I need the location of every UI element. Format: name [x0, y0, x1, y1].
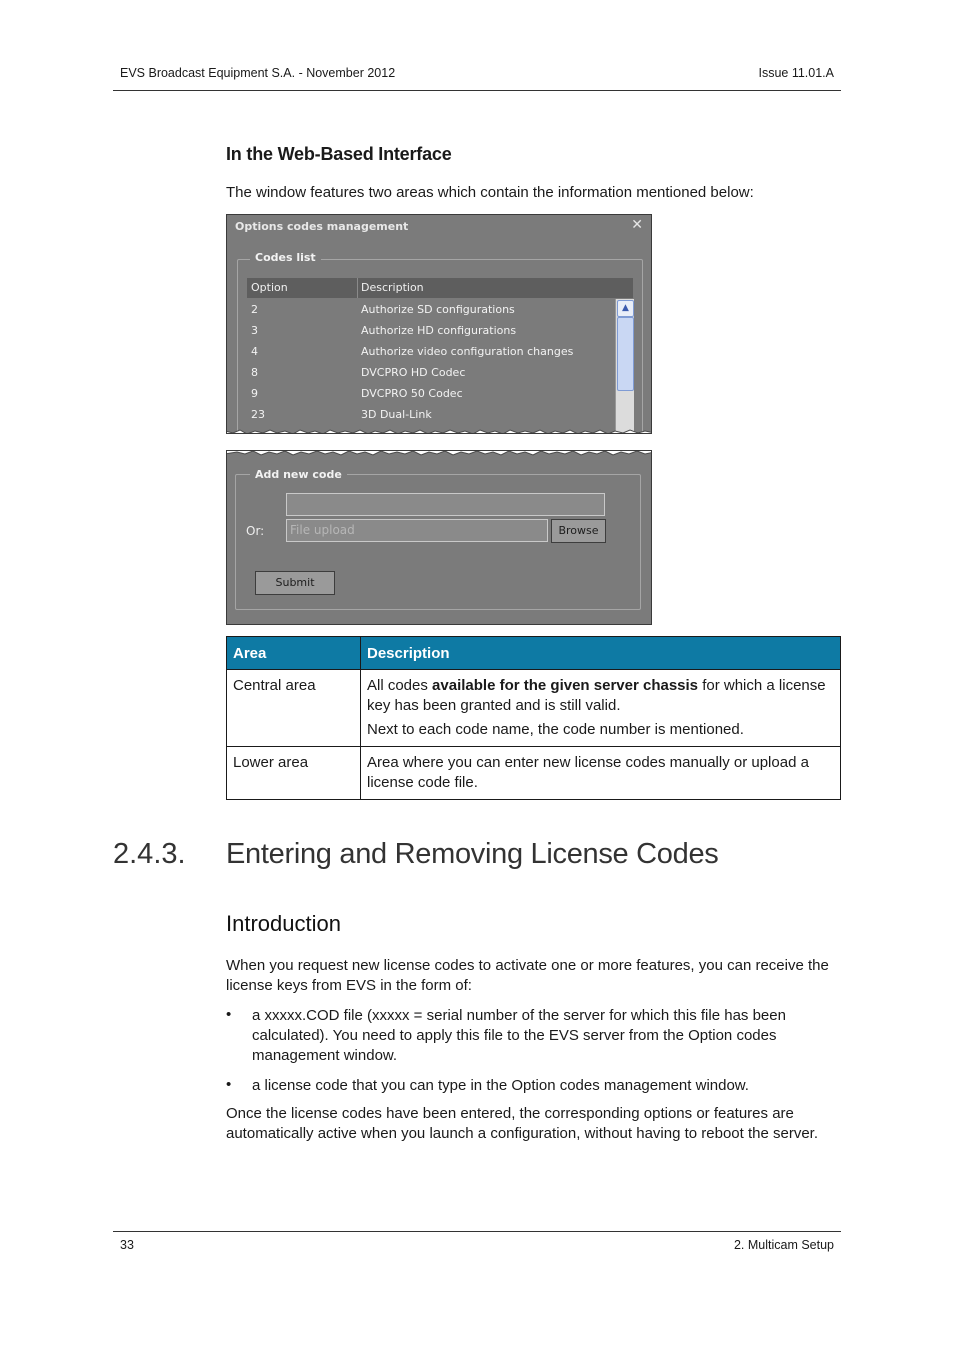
bullet-marker: •	[226, 1076, 232, 1093]
page-number: 33	[120, 1238, 134, 1252]
row-option: 23	[251, 408, 265, 421]
area-cell: Lower area	[227, 747, 361, 800]
row-description: DVCPRO HD Codec	[361, 366, 466, 379]
add-code-legend: Add new code	[250, 468, 347, 481]
scroll-up-icon[interactable]: ▲	[617, 300, 634, 317]
footer-rule	[113, 1231, 841, 1232]
code-input[interactable]	[286, 493, 605, 516]
browse-button[interactable]: Browse	[551, 519, 606, 543]
submit-button[interactable]: Submit	[255, 571, 335, 595]
codes-list-header	[247, 278, 633, 298]
column-option[interactable]: Option	[251, 281, 288, 294]
web-interface-heading: In the Web-Based Interface	[226, 144, 452, 164]
add-code-window	[226, 450, 652, 625]
torn-edge-graphic	[226, 450, 652, 457]
scroll-thumb[interactable]	[617, 317, 634, 391]
row-description: 3D Dual-Link	[361, 408, 432, 421]
description-emphasis: available for the given server chassis	[432, 677, 699, 694]
table-header-area: Area	[227, 637, 361, 670]
row-option: 2	[251, 303, 258, 316]
header-left-text: EVS Broadcast Equipment S.A. - November 2012	[120, 66, 396, 80]
window-title: Options codes management	[235, 220, 409, 233]
row-option: 4	[251, 345, 258, 358]
description-cell: Area where you can enter new license codes manually or upload a license code file.	[361, 747, 841, 800]
section-title: Entering and Removing License Codes	[226, 838, 719, 870]
table-header-row	[227, 637, 841, 670]
or-label: Or:	[246, 524, 265, 538]
column-separator	[357, 278, 358, 298]
row-description: Authorize video configuration changes	[361, 345, 574, 358]
codes-list-row[interactable]	[247, 383, 615, 404]
description-paragraph: Next to each code name, the code number is mentioned.	[367, 721, 744, 738]
row-option: 9	[251, 387, 258, 400]
codes-list-row[interactable]	[247, 362, 615, 383]
codes-list-row[interactable]	[247, 341, 615, 362]
header-rule	[113, 90, 841, 91]
intro-paragraph: When you request new license codes to activate one or more features, you can receive the license keys from EVS in the form of:	[226, 957, 829, 994]
codes-list-row[interactable]	[247, 320, 615, 341]
row-option: 3	[251, 324, 258, 337]
bullet-marker: •	[226, 1006, 232, 1023]
table-row	[227, 670, 841, 747]
row-description: Authorize HD configurations	[361, 324, 517, 337]
closing-paragraph: Once the license codes have been entered, the corresponding options or features are automatically active when you launch a configuration, without having to reboot the server.	[226, 1105, 819, 1142]
row-description: Authorize SD configurations	[361, 303, 515, 316]
area-cell: Central area	[227, 670, 361, 747]
codes-list-legend: Codes list	[250, 251, 321, 264]
bullet-item: a xxxxx.COD file (xxxxx = serial number of the server for which this file has been calculated). You need to apply this file to the EVS server from the Option codes management window.	[252, 1007, 786, 1064]
options-codes-window	[226, 214, 652, 434]
area-description-table	[226, 636, 841, 800]
description-text: for which a license key has been granted and is still valid.	[367, 677, 826, 714]
codes-list-row[interactable]	[247, 299, 615, 320]
header-issue: Issue 11.01.A	[758, 66, 834, 80]
bullet-item: a license code that you can type in the Option codes management window.	[252, 1077, 749, 1094]
section-number: 2.4.3.	[113, 838, 186, 870]
file-upload-field[interactable]: File upload	[286, 519, 548, 542]
row-option: 8	[251, 366, 258, 379]
table-row	[227, 747, 841, 800]
close-icon[interactable]: ✕	[631, 217, 643, 233]
codes-list-row[interactable]	[247, 404, 615, 425]
description-text: All codes	[367, 677, 433, 694]
description-paragraph	[367, 676, 834, 716]
table-header-description: Description	[361, 637, 841, 670]
codes-list-scrollbar[interactable]	[615, 299, 634, 434]
introduction-heading: Introduction	[226, 911, 341, 936]
footer-chapter: 2. Multicam Setup	[733, 1238, 834, 1252]
torn-edge-graphic	[226, 427, 652, 434]
description-cell	[361, 670, 841, 747]
web-interface-intro: The window features two areas which contain the information mentioned below:	[226, 184, 754, 201]
column-description[interactable]: Description	[361, 281, 424, 294]
row-description: DVCPRO 50 Codec	[361, 387, 463, 400]
